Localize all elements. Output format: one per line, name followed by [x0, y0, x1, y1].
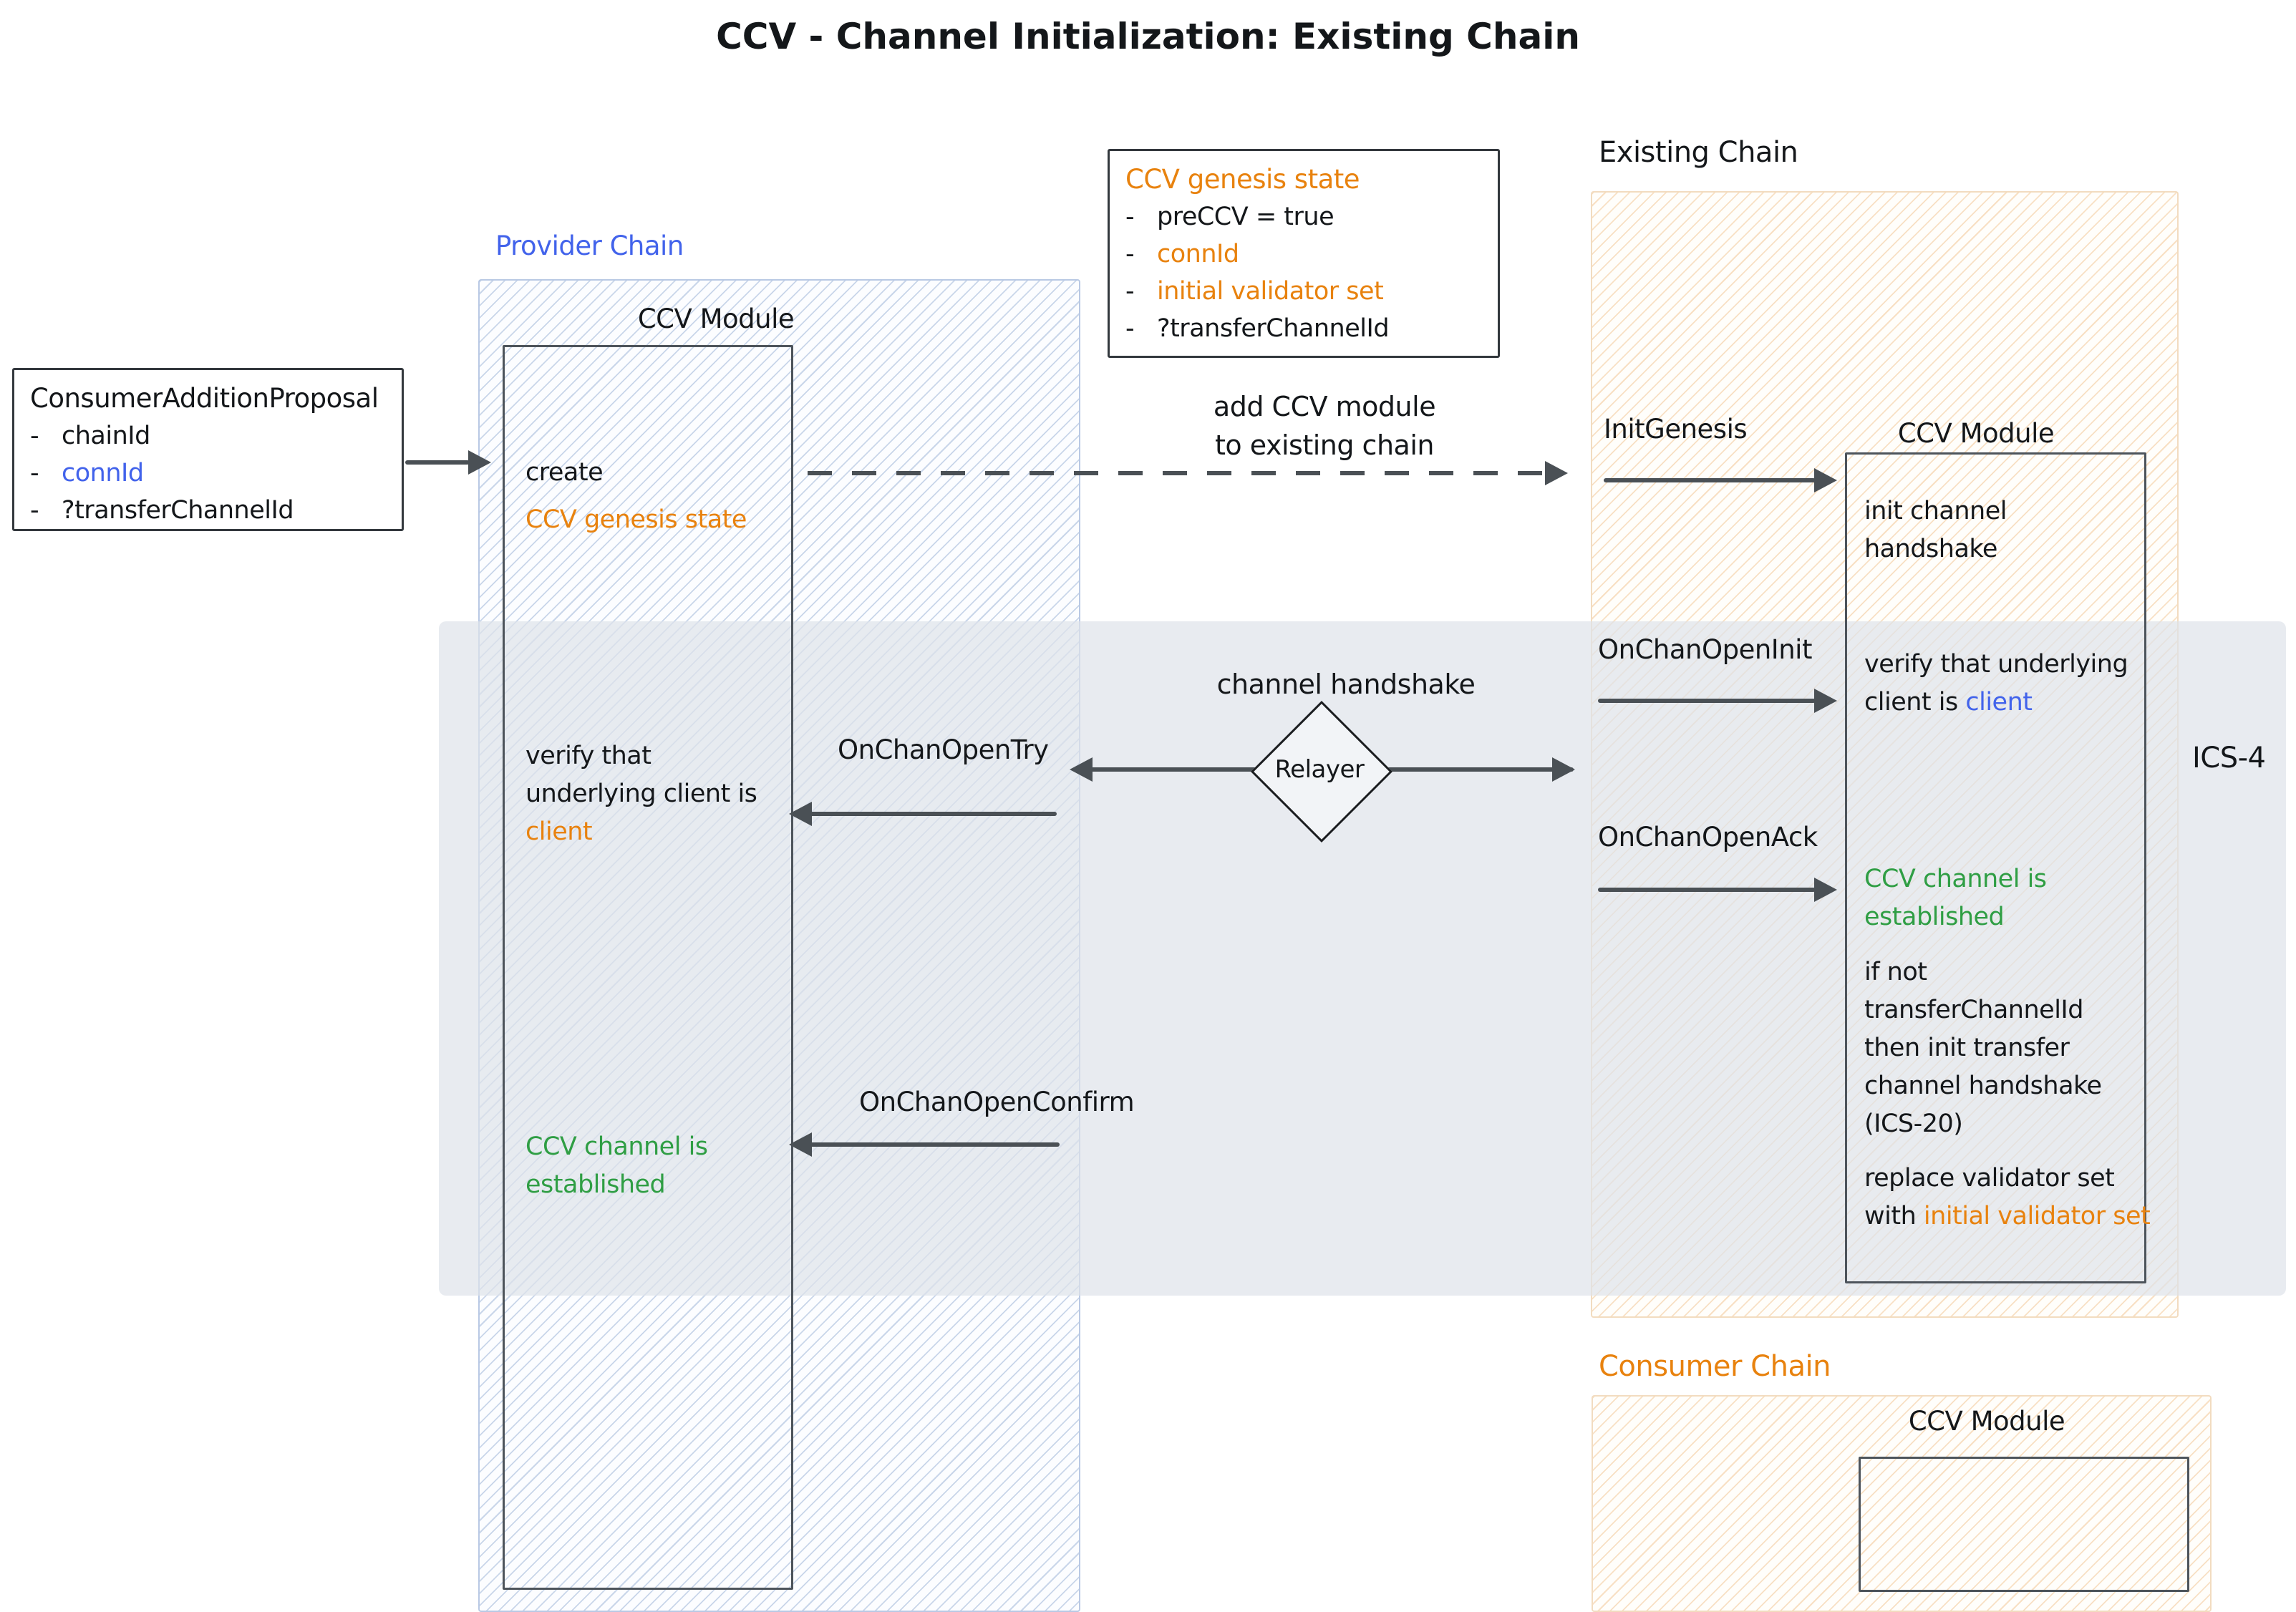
on-chan-open-confirm-label: OnChanOpenConfirm — [859, 1087, 1135, 1117]
ics4-label: ICS-4 — [2192, 742, 2266, 775]
arrow-proposal-to-provider-line — [405, 460, 470, 465]
arrow-init-genesis-head — [1814, 468, 1837, 492]
on-chan-open-try-label: OnChanOpenTry — [838, 734, 1049, 765]
existing-ccv-module-label: CCV Module — [1897, 418, 2055, 449]
existing-init-handshake-text: init channel handshake — [1864, 497, 2007, 563]
provider-verify-keyword: client — [525, 817, 593, 846]
add-ccv-caption-line1: add CCV module — [1213, 391, 1436, 422]
arrow-open-init-head — [1814, 689, 1837, 713]
consumer-chain-label: Consumer Chain — [1599, 1350, 1831, 1383]
provider-create-text: create — [525, 458, 604, 487]
arrow-open-try-head — [789, 802, 812, 826]
proposal-title: ConsumerAdditionProposal — [30, 383, 379, 414]
provider-verify-text: verify that underlying client is client — [525, 742, 757, 846]
consumer-addition-proposal-box — [12, 368, 404, 531]
provider-ccv-module-label: CCV Module — [637, 304, 795, 334]
consumer-ccv-module-box — [1859, 1457, 2189, 1592]
diagram-title: CCV - Channel Initialization: Existing Chain — [716, 16, 1580, 57]
existing-verify-keyword: client — [1965, 688, 2033, 717]
channel-handshake-caption: channel handshake — [1216, 669, 1476, 700]
genesis-item: - connId — [1125, 240, 1239, 268]
arrow-open-try-line — [809, 812, 1057, 816]
arrow-init-genesis-line — [1604, 478, 1816, 482]
provider-genesis-highlight: CCV genesis state — [525, 505, 747, 534]
add-ccv-caption-line2: to existing chain — [1215, 429, 1434, 461]
init-genesis-label: InitGenesis — [1604, 414, 1748, 445]
relayer-arrow-left-head — [1070, 757, 1093, 782]
relayer-label: Relayer — [1274, 755, 1365, 784]
genesis-item: - initial validator set — [1125, 277, 1384, 306]
existing-conditional-text: if not transferChannelId then init transfer channel handshake (ICS-20) — [1864, 958, 2102, 1138]
genesis-item: - preCCV = true — [1125, 203, 1335, 231]
on-chan-open-ack-label: OnChanOpenAck — [1598, 822, 1818, 853]
proposal-item: - chainId — [30, 422, 150, 450]
consumer-ccv-module-label: CCV Module — [1908, 1406, 2065, 1437]
arrow-open-init-line — [1598, 699, 1816, 703]
arrow-open-confirm-head — [789, 1132, 812, 1157]
arrow-open-ack-line — [1598, 888, 1816, 892]
existing-replace-keyword: initial validator set — [1923, 1202, 2151, 1230]
existing-replace-text: replace validator set with initial validator set — [1864, 1164, 2151, 1230]
on-chan-open-init-label: OnChanOpenInit — [1598, 634, 1812, 665]
provider-established-text: CCV channel is established — [525, 1132, 708, 1199]
proposal-item: - ?transferChannelId — [30, 496, 294, 525]
provider-chain-label: Provider Chain — [495, 230, 684, 261]
existing-established-text: CCV channel is established — [1864, 865, 2047, 931]
arrow-proposal-to-provider-head — [468, 450, 491, 475]
arrow-open-confirm-line — [809, 1142, 1060, 1147]
proposal-item: - connId — [30, 459, 144, 487]
ccv-genesis-state-box — [1108, 149, 1500, 358]
arrow-open-ack-head — [1814, 878, 1837, 902]
arrow-add-ccv-head — [1545, 461, 1568, 485]
genesis-item: - ?transferChannelId — [1125, 314, 1390, 343]
genesis-title: CCV genesis state — [1125, 164, 1360, 195]
arrow-add-ccv-dashed-line — [808, 471, 1546, 475]
existing-verify-text: verify that underlying client is client — [1864, 650, 2128, 717]
relayer-arrow-right-head — [1552, 757, 1575, 782]
existing-chain-label: Existing Chain — [1599, 136, 1798, 169]
